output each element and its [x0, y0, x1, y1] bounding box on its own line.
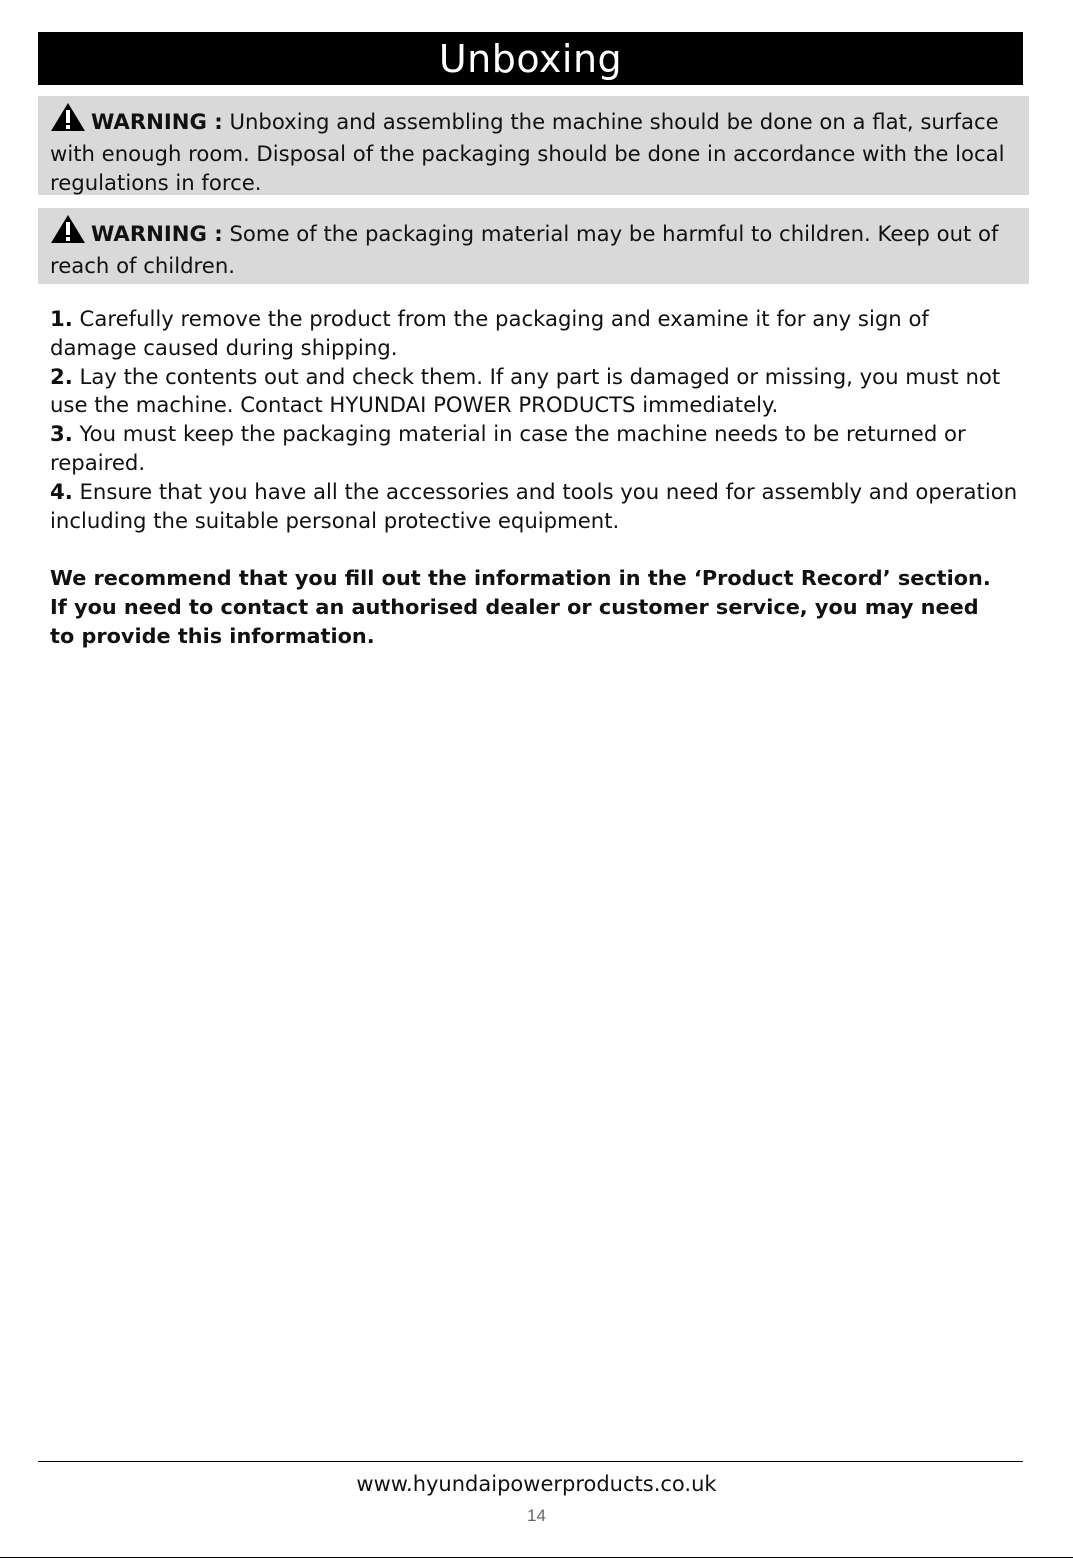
warning-box-unboxing — [38, 96, 1029, 195]
warning-text: Unboxing and assembling the machine should be done on a flat, surface with enough room. Disposal of the packaging should be done in accordance with the local regulations in force. — [50, 109, 1005, 195]
step-item — [50, 305, 1020, 363]
unboxing-steps — [50, 305, 1020, 535]
step-number: 1. — [50, 306, 73, 331]
step-number: 3. — [50, 421, 73, 447]
product-record-recommendation: We recommend that you fill out the information in the ‘Product Record’ section. If you need to contact an authorised dealer or customer service, you may need to provide this information. — [50, 566, 991, 648]
warning-label: WARNING : — [91, 109, 223, 134]
warning-triangle-icon — [50, 102, 86, 139]
footer-website-url: www.hyundaipowerproducts.co.uk — [356, 1472, 717, 1496]
step-text: Lay the contents out and check them. If any part is damaged or missing, you must not use the machine. Contact HYUNDAI POWER PRODUCTS immediately. — [50, 363, 1001, 418]
step-item — [50, 363, 1020, 421]
page-title: Unboxing — [438, 36, 623, 81]
warning-box-children — [38, 208, 1029, 284]
page-number: 14 — [527, 1506, 546, 1525]
step-number: 4. — [50, 478, 73, 504]
warning-triangle-icon — [50, 214, 86, 251]
footer-divider — [38, 1461, 1023, 1462]
step-item — [50, 478, 1020, 536]
step-text: Carefully remove the product from the packaging and examine it for any sign of damage caused during shipping. — [50, 306, 929, 360]
page-bottom-divider — [0, 1557, 1073, 1558]
warning-text: Some of the packaging material may be harmful to children. Keep out of reach of children. — [50, 221, 999, 278]
step-text: You must keep the packaging material in case the machine needs to be returned or repaired. — [50, 421, 966, 475]
step-text: Ensure that you have all the accessories and tools you need for assembly and operation including the suitable personal protective equipment. — [50, 478, 1018, 533]
warning-label: WARNING : — [91, 221, 223, 246]
step-number: 2. — [50, 363, 73, 389]
page-title-bar — [38, 32, 1023, 85]
step-item — [50, 420, 1020, 478]
